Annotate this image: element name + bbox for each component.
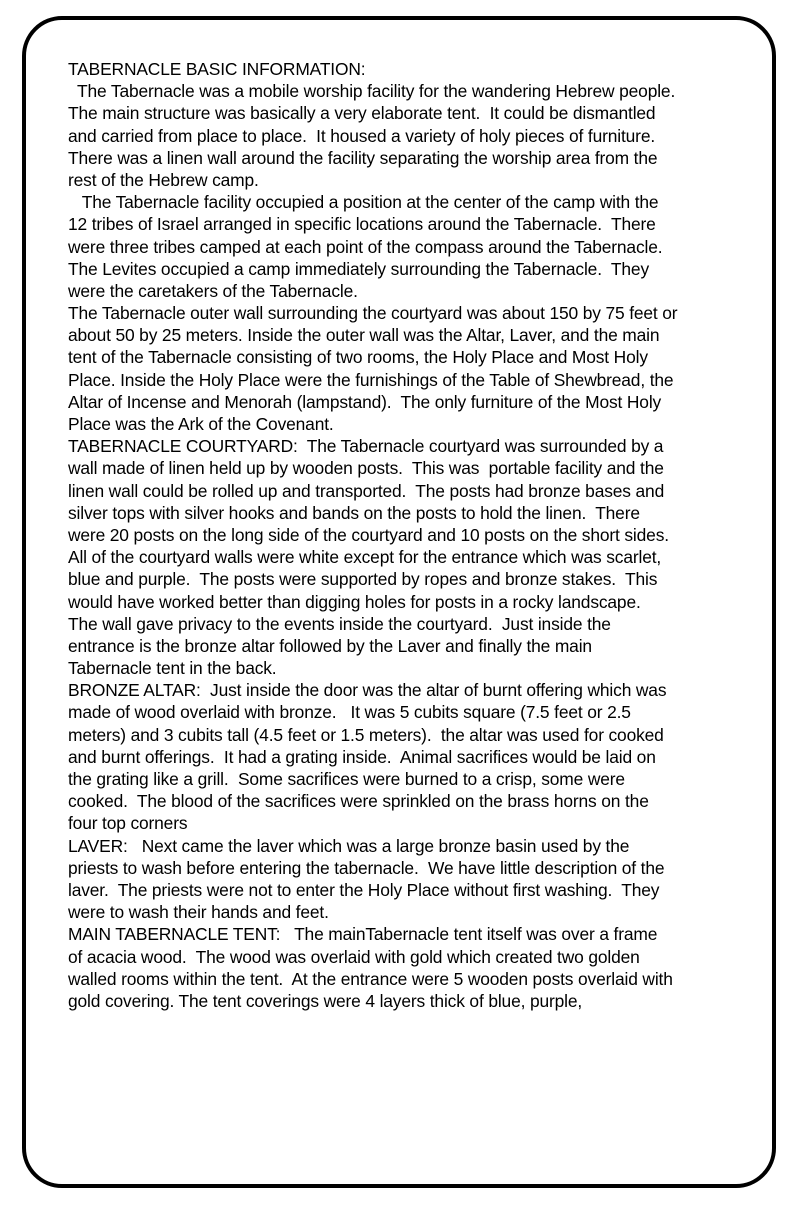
text-line: would have worked better than digging holes for posts in a rocky landscape. (68, 591, 641, 612)
text-line: 12 tribes of Israel arranged in specific locations around the Tabernacle. There (68, 214, 656, 235)
text-line: linen wall could be rolled up and transported. The posts had bronze bases and (68, 480, 665, 501)
text-line: entrance is the bronze altar followed by the Laver and finally the main (68, 635, 592, 656)
text-line: tent of the Tabernacle consisting of two rooms, the Holy Place and Most Holy (68, 347, 648, 368)
text-line: The Tabernacle facility occupied a position at the center of the camp with the (68, 192, 659, 213)
text-line: All of the courtyard walls were white except for the entrance which was scarlet, (68, 547, 662, 568)
text-line: the grating like a grill. Some sacrifices were burned to a crisp, some were (68, 769, 625, 789)
text-line: The Levites occupied a camp immediately surrounding the Tabernacle. They (68, 258, 649, 279)
text-line: The wall gave privacy to the events inside the courtyard. Just inside the (68, 613, 611, 634)
text-line: of acacia wood. The wood was overlaid with gold which created two golden (68, 946, 640, 967)
text-line: There was a linen wall around the facility separating the worship area from the (68, 147, 658, 168)
text-line: were to wash their hands and feet. (68, 902, 329, 923)
text-line: wall made of linen held up by wooden posts. This was portable facility and the (68, 458, 664, 479)
text-line: BRONZE ALTAR: Just inside the door was the altar of burnt offering which was (68, 680, 667, 701)
text-line: The Tabernacle outer wall surrounding the courtyard was about 150 by 75 feet or (68, 303, 678, 324)
text-line: were the caretakers of the Tabernacle. (68, 280, 358, 301)
text-line: TABERNACLE BASIC INFORMATION: (68, 59, 366, 79)
text-line: Place. Inside the Holy Place were the furnishings of the Table of Shewbread, the (68, 369, 674, 390)
text-line: were three tribes camped at each point of the compass around the Tabernacle. (68, 236, 663, 257)
text-line: walled rooms within the tent. At the entrance were 5 wooden posts overlaid with (68, 968, 673, 989)
text-line: TABERNACLE COURTYARD: The Tabernacle courtyard was surrounded by a (68, 436, 664, 457)
text-line: and burnt offerings. It had a grating inside. Animal sacrifices would be laid on (68, 746, 656, 767)
text-line: about 50 by 25 meters. Inside the outer wall was the Altar, Laver, and the main (68, 325, 660, 346)
text-line: cooked. The blood of the sacrifices were sprinkled on the brass horns on the (68, 791, 649, 812)
text-line: silver tops with silver hooks and bands on the posts to hold the linen. There (68, 502, 640, 523)
text-line: Place was the Ark of the Covenant. (68, 414, 334, 434)
text-line: were 20 posts on the long side of the courtyard and 10 posts on the short sides. (68, 524, 669, 545)
text-line: laver. The priests were not to enter the Holy Place without first washing. They (68, 879, 660, 900)
text-line: LAVER: Next came the laver which was a large bronze basin used by the (68, 835, 630, 856)
text-line: The Tabernacle was a mobile worship facility for the wandering Hebrew people. (68, 81, 676, 102)
text-line: Tabernacle tent in the back. (68, 658, 277, 679)
text-line: gold covering. The tent coverings were 4 layers thick of blue, purple, (68, 990, 583, 1011)
text-line: and carried from place to place. It housed a variety of holy pieces of furniture. (68, 125, 656, 146)
text-line: The main structure was basically a very elaborate tent. It could be dismantled (68, 103, 656, 124)
text-line: meters) and 3 cubits tall (4.5 feet or 1.5 meters). the altar was used for cooked (68, 724, 664, 745)
text-line: Altar of Incense and Menorah (lampstand). The only furniture of the Most Holy (68, 391, 662, 412)
text-line: MAIN TABERNACLE TENT: The mainTabernacle tent itself was over a frame (68, 924, 658, 945)
document-body (68, 58, 783, 1012)
text-line: priests to wash before entering the tabernacle. We have little description of the (68, 857, 665, 878)
text-line: rest of the Hebrew camp. (68, 169, 259, 190)
text-line: blue and purple. The posts were supported by ropes and bronze stakes. This (68, 569, 658, 590)
text-line: made of wood overlaid with bronze. It was 5 cubits square (7.5 feet or 2.5 (68, 702, 631, 723)
text-line: four top corners (68, 813, 188, 834)
